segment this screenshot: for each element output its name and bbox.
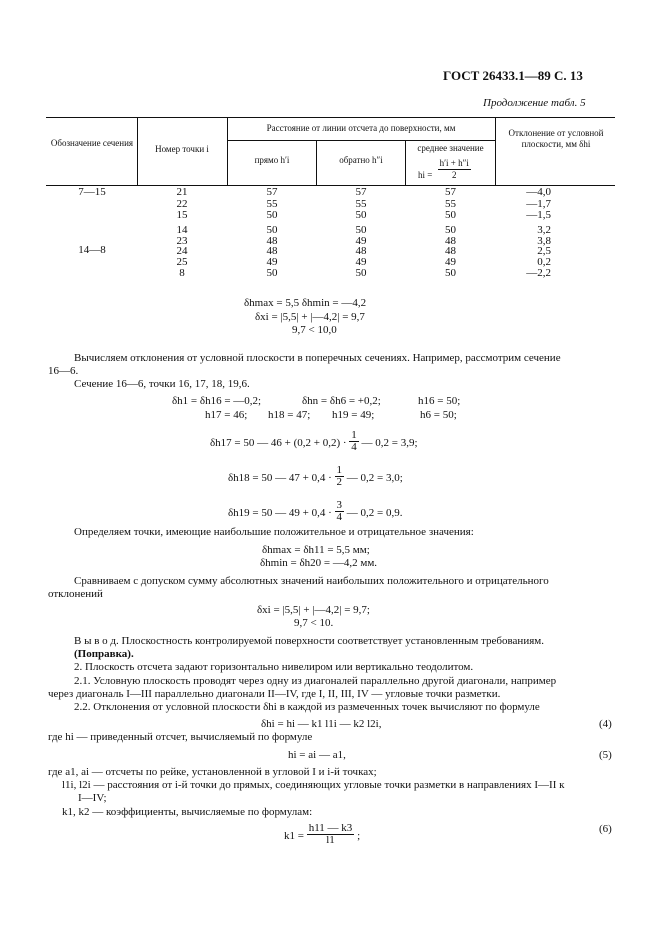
paragraph: где hi — приведенный отсчет, вычисляемый по формуле — [48, 731, 313, 743]
col-header-deviation: Отклонение от условной плоскости, мм δhi — [508, 128, 604, 149]
col-header-distance: Расстояние от линии отсчета до поверхности, мм — [266, 123, 456, 133]
equation-4: δhi = hi — k1 l1i — k2 l2i, — [261, 718, 382, 730]
equation-dh18: δh18 = 50 — 47 + 0,4 · $\frac{1}{2}$ — 0,2 = 3,0; — [228, 464, 403, 488]
paragraph: 2. Плоскость отсчета задают горизонтально нивелиром или вертикально теодолитом. — [74, 661, 474, 673]
equation-term: h16 = 50; — [418, 395, 461, 407]
equation-number: (5) — [599, 749, 612, 761]
equation-dh17: δh17 = 50 — 46 + (0,2 + 0,2) · $\frac{1}{4}$ — 0,2 = 3,9; — [210, 429, 418, 453]
equation-6: k1 = $\frac{h11 — k3}{l1}$ ; — [284, 822, 361, 846]
equation-number: (4) — [599, 718, 612, 730]
equation-line: 9,7 < 10,0 — [292, 324, 337, 336]
section-label: 14—8 — [78, 244, 106, 256]
equation-line: δhmin = δh20 = —4,2 мм. — [260, 557, 378, 569]
paragraph: 2.2. Отклонения от условной плоскости δhi в каждой из размеченных точек вычисляют по формуле — [74, 701, 540, 713]
equation-term: h6 = 50; — [420, 409, 457, 421]
equation-number: (6) — [599, 823, 612, 835]
paragraph-continuation: 16—6. — [48, 365, 79, 377]
equation-line: δxi = |5,5| + |—4,2| = 9,7 — [255, 311, 365, 323]
paragraph-continuation: через диагональ I—III параллельно диагонали II—IV, где I, II, III, IV — угловые точки разметки. — [48, 688, 501, 700]
equation-dh19: δh19 = 50 — 49 + 0,4 · $\frac{3}{4}$ — 0,2 = 0,9. — [228, 499, 403, 523]
paragraph: 2.1. Условную плоскость проводят через одну из диагоналей параллельно другой диагонали, например — [74, 675, 557, 687]
col-header-section: Обозначение сечения — [50, 138, 134, 148]
equation-5: hi = ai — a1, — [288, 749, 346, 761]
equation-term: δh1 = δh16 = —0,2; — [172, 395, 262, 407]
equation-term: h17 = 46; — [205, 409, 248, 421]
equation-line: δhmax = 5,5 δhmin = —4,2 — [244, 297, 367, 309]
document-reference: ГОСТ 26433.1—89 С. 13 — [443, 68, 583, 83]
col-header-reverse: обратно h″i — [339, 155, 383, 165]
col-header-mean-title: среднее значение — [417, 143, 484, 153]
paragraph-continuation: отклонений — [48, 588, 103, 600]
equation-term: δhn = δh6 = +0,2; — [302, 395, 381, 407]
paragraph-conclusion: В ы в о д. Плоскостность контролируемой поверхности соответствует установленным требованиям. — [74, 635, 544, 647]
paragraph: где a1, ai — отсчеты по рейке, установленной в угловой I и i-й точках; — [48, 766, 377, 778]
table-continuation-label: Продолжение табл. 5 — [483, 97, 586, 109]
correction-label: (Поправка). — [74, 648, 134, 660]
col-header-direct: прямо h′i — [254, 155, 290, 165]
equation-term: h18 = 47; — [268, 409, 311, 421]
paragraph: l1i, l2i — расстояния от i-й точки до прямых, соединяющих угловые точки разметки в направлениях I—II к — [62, 779, 565, 791]
paragraph: Определяем точки, имеющие наибольшие положительное и отрицательное значения: — [74, 526, 474, 538]
paragraph: Вычисляем отклонения от условной плоскости в поперечных сечениях. Например, рассмотрим сечение — [74, 352, 561, 364]
paragraph-continuation: I—IV; — [78, 792, 107, 804]
paragraph: Сравниваем с допуском сумму абсолютных значений наибольших положительного и отрицательного — [74, 575, 549, 587]
paragraph: Сечение 16—6, точки 16, 17, 18, 19,6. — [74, 378, 250, 390]
col-header-point: Номер точки i — [155, 144, 209, 154]
col-header-mean-formula: hi = $\frac{h'i + h''i}{2}$ — [418, 158, 469, 180]
equation-line: δhmax = δh11 = 5,5 мм; — [262, 544, 370, 556]
equation-line: δxi = |5,5| + |—4,2| = 9,7; — [257, 604, 370, 616]
equation-line: 9,7 < 10. — [294, 617, 334, 629]
section-label: 7—15 — [78, 186, 106, 198]
equation-term: h19 = 49; — [332, 409, 375, 421]
paragraph: k1, k2 — коэффициенты, вычисляемые по формулам: — [62, 806, 313, 818]
